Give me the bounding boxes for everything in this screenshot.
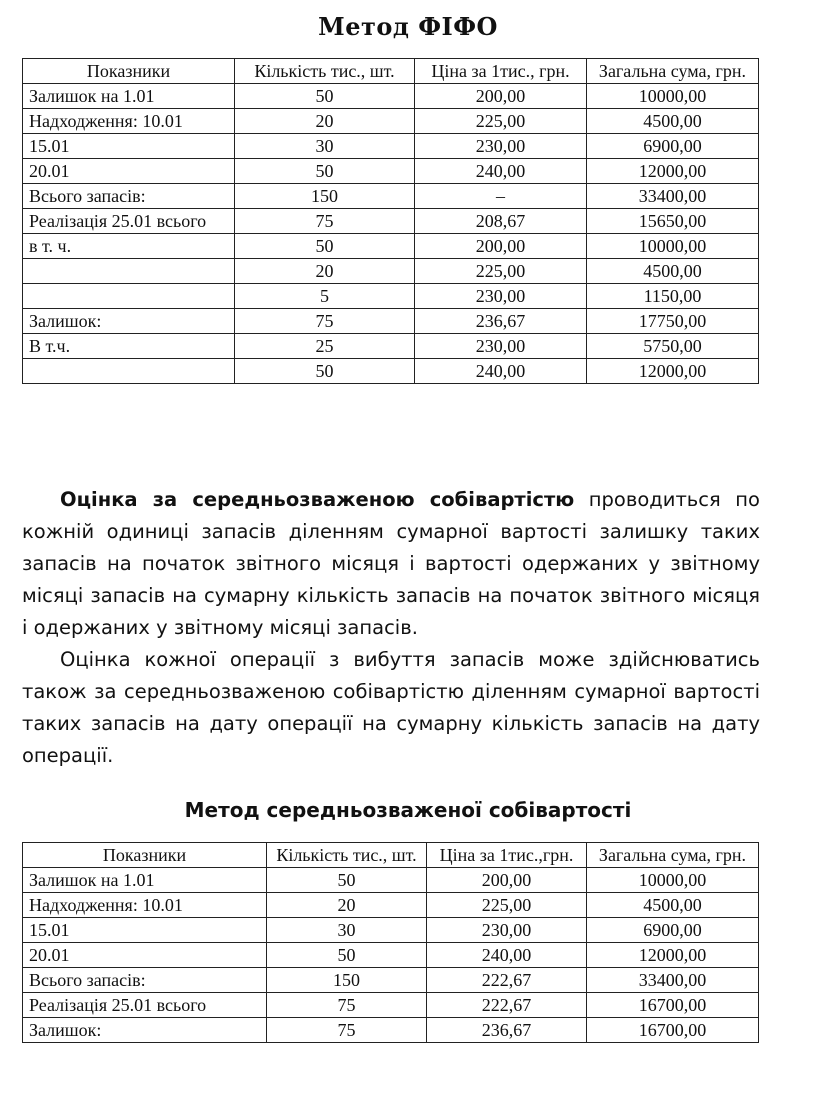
- row-label: 20.01: [23, 159, 235, 184]
- sum-cell: 10000,00: [587, 868, 759, 893]
- sum-cell: 33400,00: [587, 184, 759, 209]
- quantity-cell: 75: [235, 209, 415, 234]
- quantity-cell: 75: [267, 993, 427, 1018]
- sum-cell: 6900,00: [587, 918, 759, 943]
- table-row: [23, 993, 759, 1018]
- row-label: Всього запасів:: [23, 968, 267, 993]
- table-row: [23, 159, 759, 184]
- column-header: Ціна за 1тис.,грн.: [427, 843, 587, 868]
- row-label: Залишок:: [23, 309, 235, 334]
- sum-cell: 5750,00: [587, 334, 759, 359]
- quantity-cell: 50: [235, 84, 415, 109]
- table-row: [23, 84, 759, 109]
- sum-cell: 4500,00: [587, 259, 759, 284]
- quantity-cell: 20: [235, 259, 415, 284]
- quantity-cell: 30: [235, 134, 415, 159]
- column-header: Загальна сума, грн.: [587, 843, 759, 868]
- table-header-row: [23, 59, 759, 84]
- sum-cell: 12000,00: [587, 159, 759, 184]
- price-cell: 240,00: [415, 159, 587, 184]
- price-cell: 240,00: [427, 943, 587, 968]
- row-label: [23, 259, 235, 284]
- price-cell: 200,00: [427, 868, 587, 893]
- sum-cell: 12000,00: [587, 359, 759, 384]
- row-label: 15.01: [23, 918, 267, 943]
- price-cell: 230,00: [415, 334, 587, 359]
- sum-cell: 6900,00: [587, 134, 759, 159]
- table-row: [23, 1018, 759, 1043]
- row-label: Реалізація 25.01 всього: [23, 209, 235, 234]
- price-cell: 222,67: [427, 993, 587, 1018]
- row-label: 20.01: [23, 943, 267, 968]
- row-label: В т.ч.: [23, 334, 235, 359]
- table-row: [23, 918, 759, 943]
- price-cell: 236,67: [415, 309, 587, 334]
- row-label: Залишок:: [23, 1018, 267, 1043]
- sum-cell: 10000,00: [587, 234, 759, 259]
- price-cell: 230,00: [415, 134, 587, 159]
- sum-cell: 17750,00: [587, 309, 759, 334]
- weighted-average-table: [22, 842, 759, 1043]
- price-cell: –: [415, 184, 587, 209]
- sum-cell: 4500,00: [587, 109, 759, 134]
- paragraph-text: Оцінка кожної операції з вибуття запасів може здійснюватись також за середньозваженою собівартістю діленням сумарної вартості таких запасів на дату операції на сумарну кількість запасів на дату операції.: [22, 648, 760, 767]
- price-cell: 230,00: [427, 918, 587, 943]
- row-label: [23, 359, 235, 384]
- table-row: [23, 259, 759, 284]
- price-cell: 222,67: [427, 968, 587, 993]
- quantity-cell: 50: [235, 359, 415, 384]
- paragraph-text: проводиться по кожній одиниці запасів діленням сумарної вартості залишку таких запасів на початок звітного місяця і вартості одержаних у звітному місяці запасів на сумарну кількість запасів на початок звітного місяця і одержаних у звітному місяці запасів.: [22, 488, 760, 639]
- quantity-cell: 50: [235, 234, 415, 259]
- price-cell: 225,00: [415, 109, 587, 134]
- quantity-cell: 5: [235, 284, 415, 309]
- quantity-cell: 25: [235, 334, 415, 359]
- sum-cell: 33400,00: [587, 968, 759, 993]
- row-label: Всього запасів:: [23, 184, 235, 209]
- table-row: [23, 234, 759, 259]
- table-row: [23, 334, 759, 359]
- column-header: Кількість тис., шт.: [235, 59, 415, 84]
- table-row: [23, 309, 759, 334]
- table-row: [23, 893, 759, 918]
- quantity-cell: 150: [267, 968, 427, 993]
- table-row: [23, 134, 759, 159]
- table-header-row: [23, 843, 759, 868]
- fifo-title: Метод ФІФО: [318, 12, 498, 41]
- bold-term: Оцінка за середньозваженою собівартістю: [60, 488, 575, 511]
- row-label: Залишок на 1.01: [23, 84, 235, 109]
- column-header: Показники: [23, 843, 267, 868]
- column-header: Показники: [23, 59, 235, 84]
- price-cell: 200,00: [415, 234, 587, 259]
- table-row: [23, 109, 759, 134]
- table-row: [23, 184, 759, 209]
- sum-cell: 10000,00: [587, 84, 759, 109]
- table-row: [23, 209, 759, 234]
- fifo-table: [22, 58, 759, 384]
- row-label: [23, 284, 235, 309]
- table-row: [23, 284, 759, 309]
- quantity-cell: 75: [235, 309, 415, 334]
- table-row: [23, 968, 759, 993]
- price-cell: 240,00: [415, 359, 587, 384]
- paragraph-operation-valuation: [22, 644, 760, 772]
- price-cell: 230,00: [415, 284, 587, 309]
- price-cell: 225,00: [427, 893, 587, 918]
- table-row: [23, 359, 759, 384]
- price-cell: 200,00: [415, 84, 587, 109]
- sum-cell: 12000,00: [587, 943, 759, 968]
- sum-cell: 15650,00: [587, 209, 759, 234]
- sum-cell: 4500,00: [587, 893, 759, 918]
- sum-cell: 1150,00: [587, 284, 759, 309]
- price-cell: 208,67: [415, 209, 587, 234]
- row-label: в т. ч.: [23, 234, 235, 259]
- quantity-cell: 20: [235, 109, 415, 134]
- row-label: Залишок на 1.01: [23, 868, 267, 893]
- quantity-cell: 20: [267, 893, 427, 918]
- quantity-cell: 30: [267, 918, 427, 943]
- row-label: Реалізація 25.01 всього: [23, 993, 267, 1018]
- table-row: [23, 868, 759, 893]
- column-header: Загальна сума, грн.: [587, 59, 759, 84]
- row-label: Надходження: 10.01: [23, 893, 267, 918]
- quantity-cell: 150: [235, 184, 415, 209]
- quantity-cell: 50: [235, 159, 415, 184]
- paragraph-weighted-average-definition: [22, 484, 760, 644]
- row-label: Надходження: 10.01: [23, 109, 235, 134]
- weighted-average-title: Метод середньозваженої собівартості: [184, 798, 632, 822]
- price-cell: 236,67: [427, 1018, 587, 1043]
- quantity-cell: 50: [267, 943, 427, 968]
- quantity-cell: 75: [267, 1018, 427, 1043]
- column-header: Кількість тис., шт.: [267, 843, 427, 868]
- price-cell: 225,00: [415, 259, 587, 284]
- column-header: Ціна за 1тис., грн.: [415, 59, 587, 84]
- row-label: 15.01: [23, 134, 235, 159]
- quantity-cell: 50: [267, 868, 427, 893]
- sum-cell: 16700,00: [587, 993, 759, 1018]
- table-row: [23, 943, 759, 968]
- sum-cell: 16700,00: [587, 1018, 759, 1043]
